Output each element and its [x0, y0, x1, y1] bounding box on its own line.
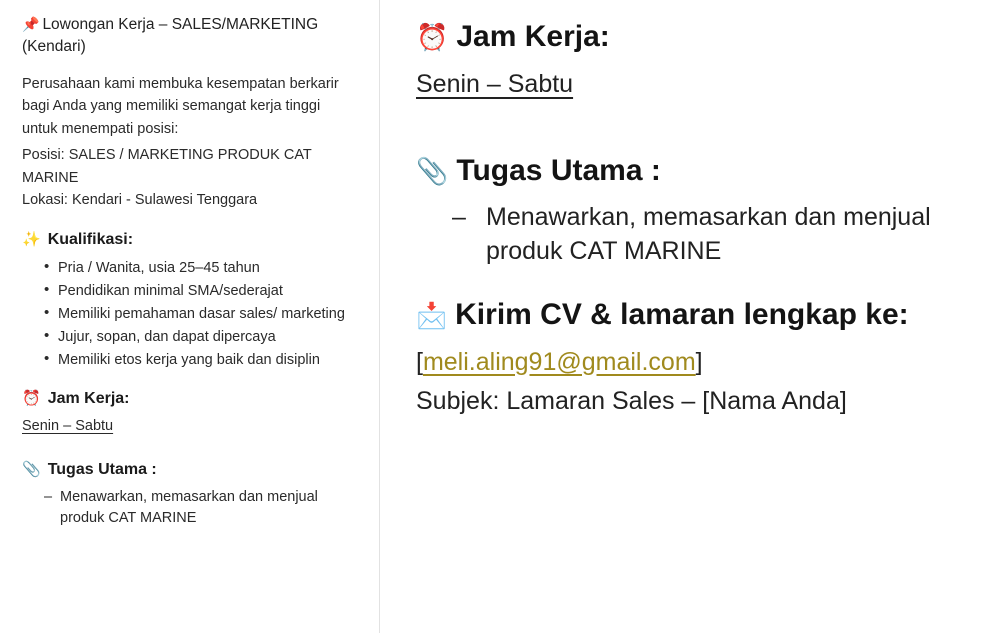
main-tasks-item-large: – Menawarkan, memasarkan dan menjual produk CAT MARINE — [452, 200, 974, 269]
email-close-bracket: ] — [695, 347, 703, 376]
work-hours-value: Senin – Sabtu — [22, 417, 114, 434]
main-tasks-heading — [22, 460, 358, 479]
alarm-clock-icon: ⏰ — [22, 389, 41, 407]
email-link[interactable]: meli.aling91@gmail.com — [422, 347, 696, 376]
email-line — [416, 346, 974, 380]
position-line: Posisi: SALES / MARKETING PRODUK CAT MARINE — [22, 147, 312, 186]
qualifications-heading-text: Kualifikasi: — [47, 230, 134, 248]
work-hours-value-large: Senin – Sabtu — [416, 69, 574, 98]
alarm-clock-icon: ⏰ — [416, 22, 449, 52]
send-cv-heading-text: Kirim CV & lamaran lengkap ke: — [455, 297, 909, 331]
paperclip-icon: 📎 — [416, 156, 449, 186]
right-zoom-column — [380, 0, 1000, 633]
pushpin-icon: 📌 — [22, 16, 40, 32]
work-hours-heading-large-text: Jam Kerja: — [456, 20, 610, 53]
email-subject-line: Subjek: Lamaran Sales – [Nama Anda] — [416, 387, 847, 416]
list-item: • Memiliki etos kerja yang baik dan disiplin — [44, 349, 358, 371]
main-tasks-item: – Menawarkan, memasarkan dan menjual produk CAT MARINE — [44, 487, 358, 531]
main-tasks-heading-text: Tugas Utama : — [47, 460, 157, 478]
job-title-text: Lowongan Kerja – SALES/MARKETING (Kendari) — [22, 16, 319, 56]
sparkles-icon: ✨ — [22, 230, 41, 248]
email-open-bracket: [ — [416, 347, 423, 376]
qualifications-list — [22, 257, 358, 371]
main-tasks-heading-large — [416, 152, 974, 190]
list-item: • Pria / Wanita, usia 25–45 tahun — [44, 257, 358, 279]
main-tasks-heading-large-text: Tugas Utama : — [456, 154, 661, 187]
list-item: • Jujur, sopan, dan dapat dipercaya — [44, 326, 358, 348]
list-item: • Pendidikan minimal SMA/sederajat — [44, 280, 358, 302]
left-preview-column — [0, 0, 380, 633]
qualifications-heading — [22, 230, 358, 249]
job-title — [22, 14, 358, 59]
work-hours-heading-large — [416, 18, 974, 56]
intro-paragraph: Perusahaan kami membuka kesempatan berkarir bagi Anda yang memiliki semangat kerja tinggi untuk menempati posisi: — [22, 75, 339, 137]
paperclip-icon: 📎 — [22, 460, 41, 478]
incoming-envelope-icon: 📩 — [416, 301, 448, 330]
list-item: • Memiliki pemahaman dasar sales/ marketing — [44, 303, 358, 325]
location-line: Lokasi: Kendari - Sulawesi Tenggara — [22, 192, 258, 209]
send-cv-heading — [416, 295, 946, 334]
work-hours-heading — [22, 389, 358, 408]
work-hours-heading-text: Jam Kerja: — [47, 389, 130, 407]
